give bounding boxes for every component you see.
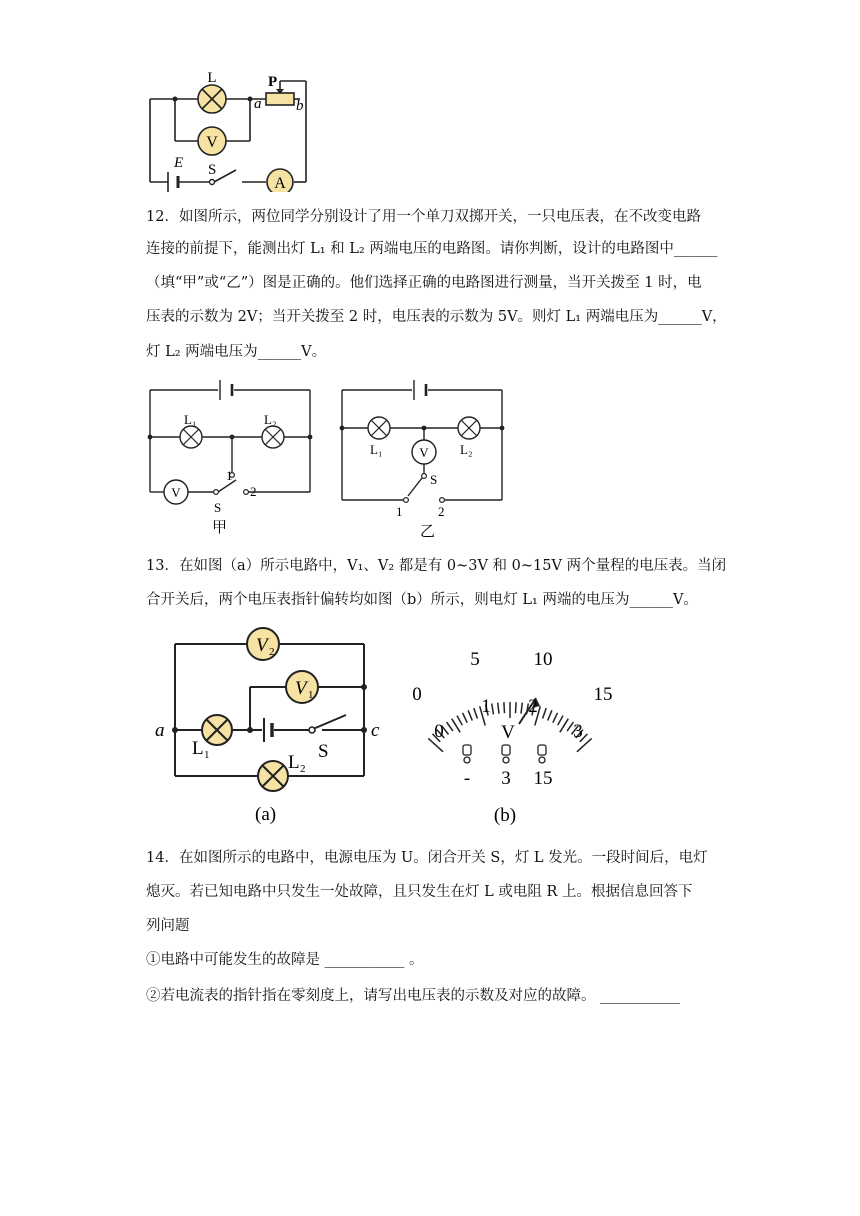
yi-l2-label: L₂ <box>460 442 473 457</box>
top-scale-10: 10 <box>533 649 553 670</box>
l1-subscript: 1 <box>204 749 210 761</box>
circuit-figure-yi <box>334 376 514 542</box>
bottom-scale-0: 0 <box>434 721 444 742</box>
q13-line-1: 13．在如图（a）所示电路中，V₁、V₂ 都是有 0~3V 和 0~15V 两个量程的电压表。当闭 <box>146 558 727 574</box>
dial-tick <box>558 716 563 726</box>
bottom-scale-1: 1 <box>481 696 491 717</box>
v2-label: V <box>256 635 268 656</box>
v1-label: V <box>295 678 307 699</box>
dial-tick <box>457 716 462 726</box>
v1-subscript: 1 <box>308 689 314 701</box>
lamp-label: L <box>207 70 217 86</box>
dial-tick <box>447 722 453 731</box>
q14-line-3: 列问题 <box>146 918 190 934</box>
q14-line-1: 14．在如图所示的电路中，电源电压为 U。闭合开关 S，灯 L 发光。一段时间后，电灯 <box>146 850 708 866</box>
dial-tick <box>474 708 478 718</box>
voltmeter-dial-b <box>398 640 628 830</box>
l1-label: L <box>192 738 204 759</box>
bottom-scale-3: 3 <box>573 721 583 742</box>
bottom-scale-2: 2 <box>528 696 538 717</box>
jia-terminal-1: 1 <box>226 468 233 483</box>
yi-l1-label: L₁ <box>370 442 383 457</box>
top-scale-5: 5 <box>470 649 480 670</box>
q12-line-5: 灯 L₂ 两端电压为______V。 <box>146 344 327 360</box>
dial-tick <box>463 713 468 723</box>
jia-name: 甲 <box>212 520 228 536</box>
yi-voltmeter-label: V <box>419 445 429 460</box>
q13-line-2: 合开关后，两个电压表指针偏转均如图（b）所示，则电灯 L₁ 两端的电压为______V。 <box>146 592 698 608</box>
terminal-15: 15 <box>533 768 553 789</box>
terminal-3: 3 <box>501 768 511 789</box>
circuit-figure-a <box>150 626 390 830</box>
dial-tick <box>521 703 522 714</box>
l2-subscript: 2 <box>300 763 306 775</box>
yi-terminal-1: 1 <box>396 504 403 519</box>
jia-switch-label: S <box>214 500 222 515</box>
ammeter-label: A <box>274 175 286 192</box>
top-scale-0: 0 <box>412 684 422 705</box>
dial-tick <box>543 708 547 718</box>
jia-l2-label: L₂ <box>264 412 277 427</box>
battery-label: E <box>174 155 184 171</box>
jia-l1-label: L₁ <box>184 412 197 427</box>
q12-line-4: 压表的示数为 2V；当开关拨至 2 时，电压表的示数为 5V。则灯 L₁ 两端电压为______V， <box>146 309 727 325</box>
q12-line-1: 12．如图所示，两位同学分别设计了用一个单刀双掷开关，一只电压表，在不改变电路 <box>146 209 701 225</box>
unit-v: V <box>501 722 515 743</box>
switch-label: S <box>208 162 217 178</box>
dial-tick <box>468 710 472 720</box>
slider-p-label: P <box>268 74 278 90</box>
q12-line-3: （填“甲”或“乙”）图是正确的。他们选择正确的电路图进行测量，当开关拨至 1 时，电 <box>146 275 702 291</box>
node-c-label: c <box>371 720 380 741</box>
l2-label: L <box>288 752 300 773</box>
yi-name: 乙 <box>420 524 436 540</box>
terminal-minus: - <box>463 768 471 789</box>
end-b-label: b <box>296 98 304 114</box>
node-a-label: a <box>155 720 165 741</box>
dial-tick <box>548 710 552 720</box>
voltmeter-label: V <box>206 134 218 151</box>
q14-line-4: ①电路中可能发生的故障是 ___________ 。 <box>146 952 424 968</box>
top-scale-15: 15 <box>593 684 613 705</box>
caption-b: (b) <box>493 805 517 826</box>
q12-line-2: 连接的前提下，能测出灯 L₁ 和 L₂ 两端电压的电路图。请你判断，设计的电路图中______ <box>146 241 718 257</box>
jia-terminal-2: 2 <box>250 484 257 499</box>
dial-tick <box>553 713 558 723</box>
yi-switch-label: S <box>430 472 438 487</box>
v2-subscript: 2 <box>269 646 275 658</box>
dial-tick <box>516 702 517 713</box>
q14-line-2: 熄灭。若已知电路中只发生一处故障，且只发生在灯 L 或电阻 R 上。根据信息回答下 <box>146 884 693 900</box>
circuit-figure-jia <box>140 376 320 542</box>
jia-voltmeter-label: V <box>171 485 181 500</box>
dial-tick <box>492 704 494 715</box>
yi-terminal-2: 2 <box>438 504 445 519</box>
lamp-l-symbol <box>198 85 226 113</box>
dial-tick <box>504 702 505 713</box>
caption-a: (a) <box>255 804 277 825</box>
q14-line-5: ②若电流表的指针指在零刻度上，请写出电压表的示数及对应的故障。 ___________ <box>146 988 680 1004</box>
end-a-label: a <box>254 96 262 112</box>
switch-s-label: S <box>318 741 329 762</box>
dial-tick <box>498 703 499 714</box>
circuit-figure-q11 <box>140 66 320 192</box>
